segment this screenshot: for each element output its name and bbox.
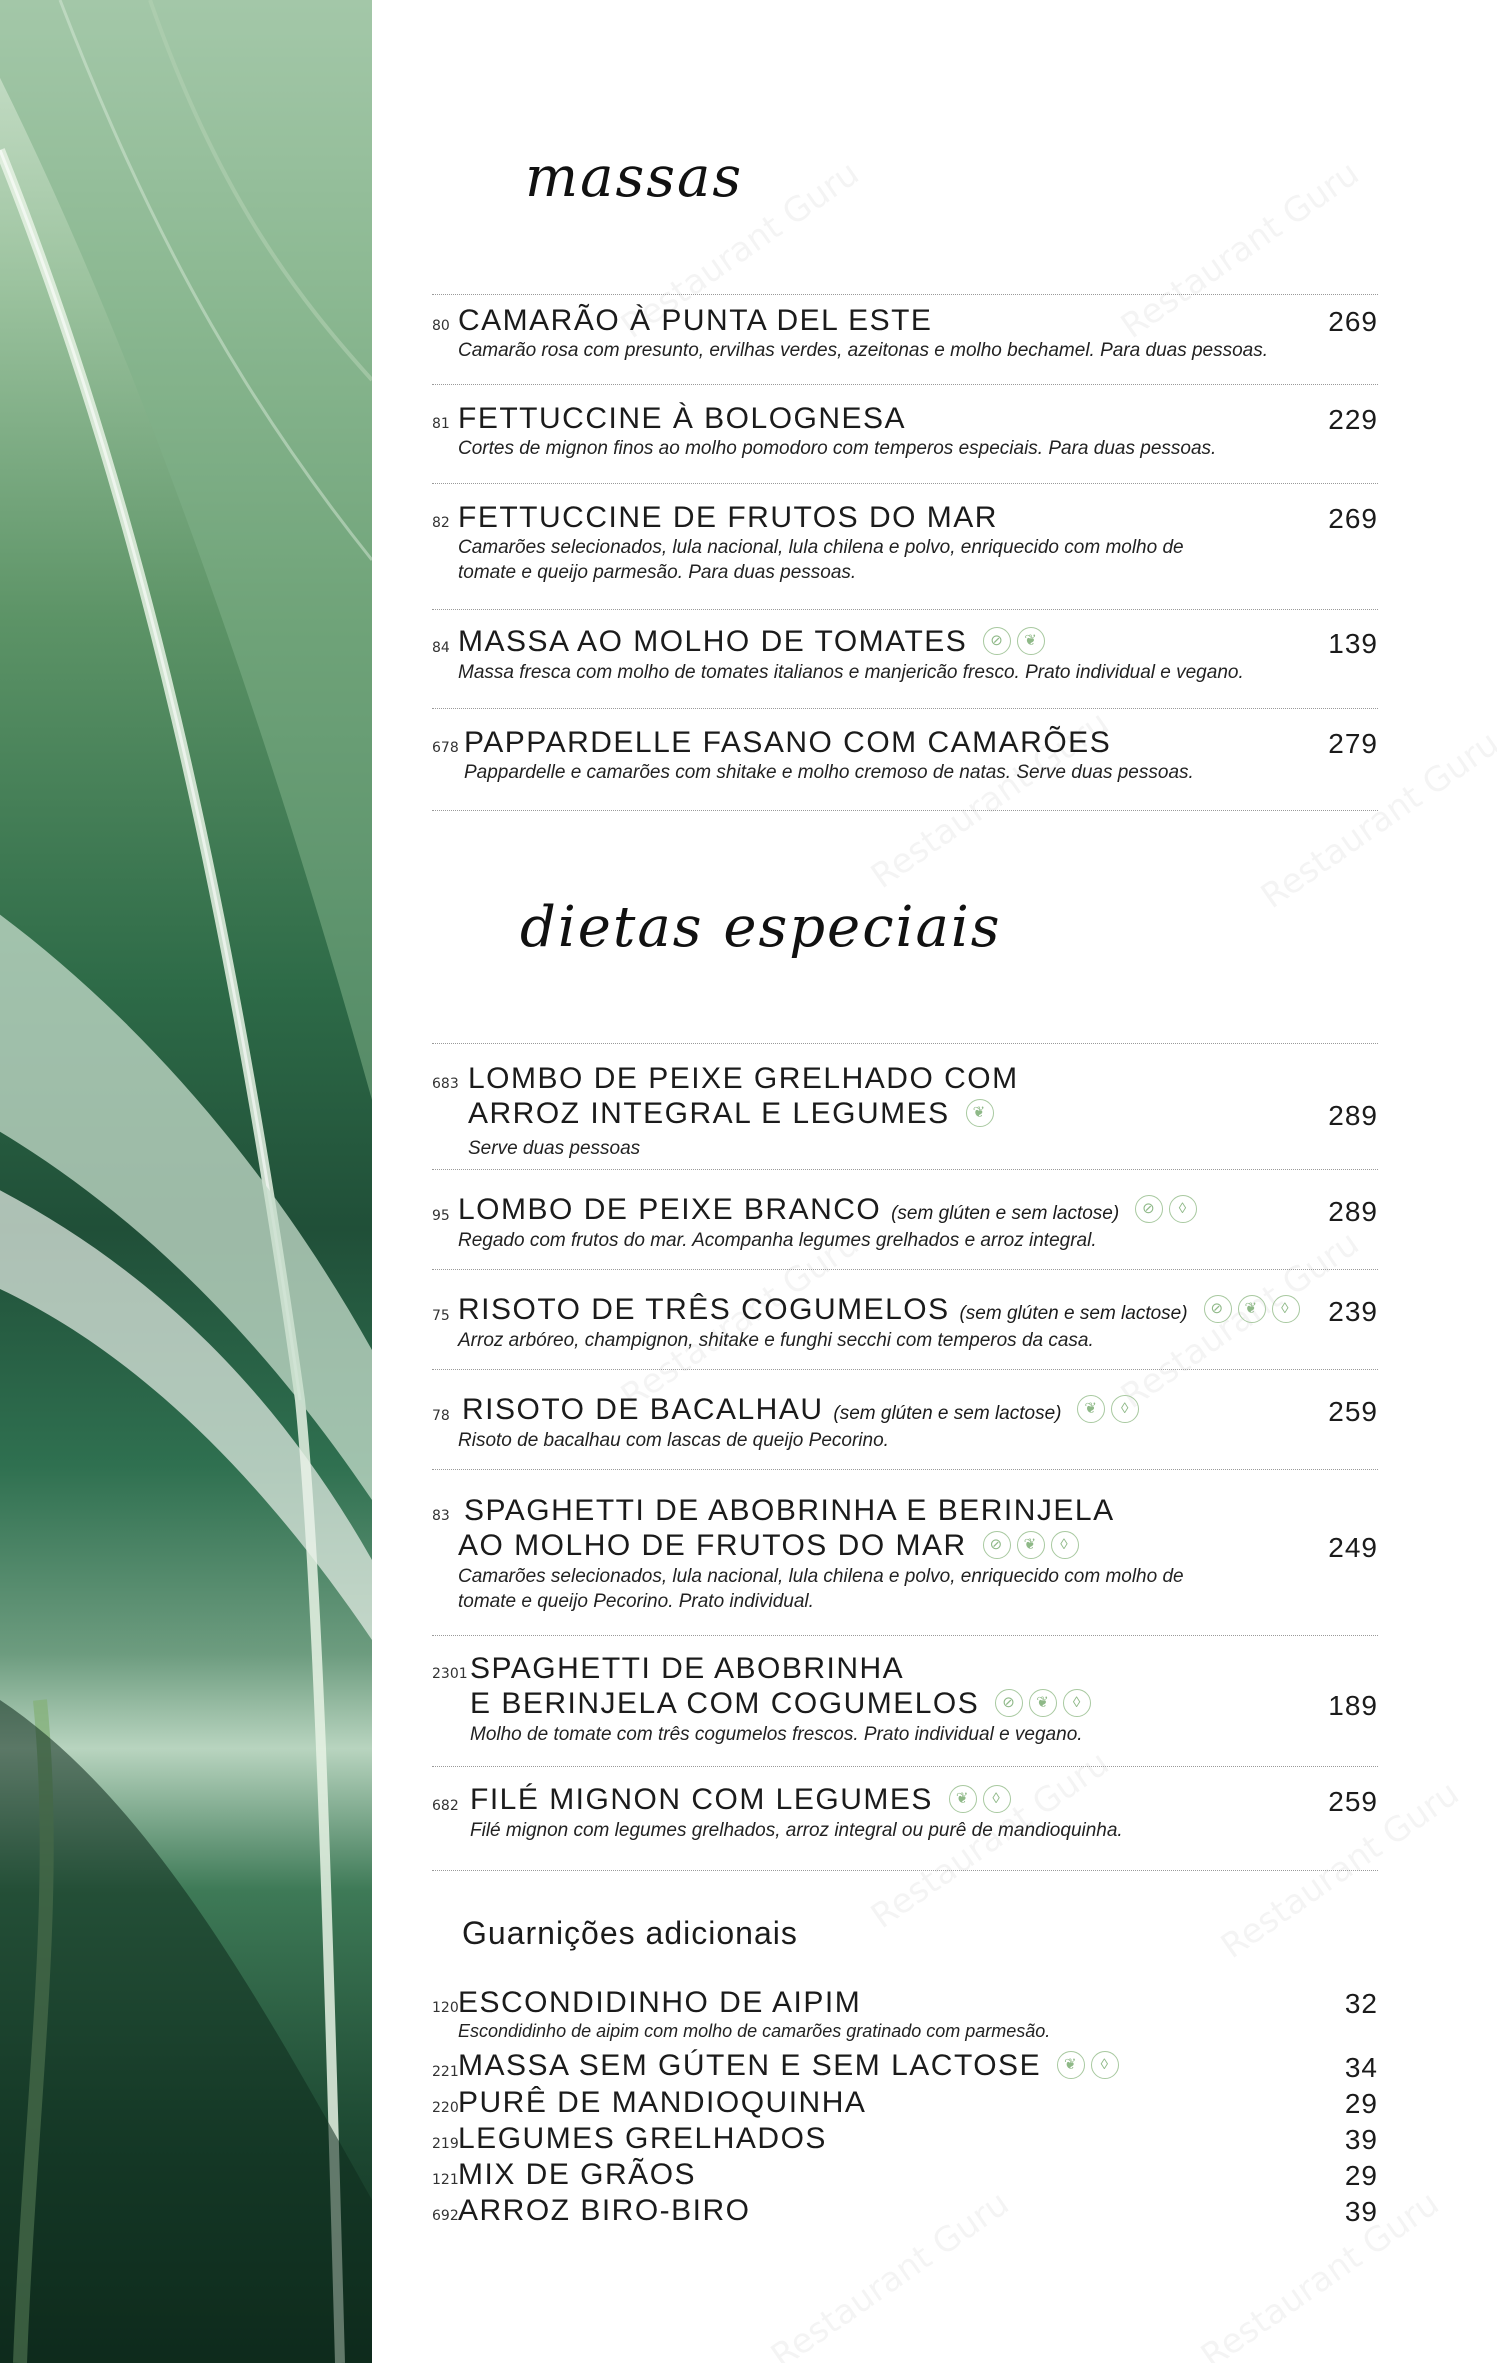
item-description: Filé mignon com legumes grelhados, arroz integral ou purê de mandioquinha.	[470, 1820, 1123, 1841]
vegan-leaf-icon: ❦	[1077, 1395, 1105, 1423]
item-name: PAPPARDELLE FASANO COM CAMARÕES	[464, 726, 1112, 759]
item-code: 75	[432, 1308, 450, 1324]
item-code: 121	[432, 2172, 459, 2188]
item-name: MIX DE GRÃOS	[458, 2158, 697, 2191]
divider	[432, 1369, 1378, 1370]
item-description: Regado com frutos do mar. Acompanha legumes grelhados e arroz integral.	[458, 1230, 1097, 1251]
menu-item	[432, 2086, 1378, 2120]
item-code: 120	[432, 2000, 459, 2016]
menu-item	[432, 400, 1378, 461]
vegan-leaf-icon: ❦	[1017, 627, 1045, 655]
item-code: 80	[432, 318, 450, 334]
item-price: 29	[1344, 2160, 1378, 2191]
divider	[432, 294, 1378, 295]
menu-item	[432, 499, 1378, 585]
menu-item	[432, 1782, 1378, 1843]
item-code: 220	[432, 2100, 459, 2116]
item-code: 682	[432, 1798, 459, 1814]
item-price: 289	[1328, 1196, 1378, 1227]
item-description: Risoto de bacalhau com lascas de queijo Pecorino.	[458, 1430, 889, 1451]
vegan-leaf-icon: ❦	[1238, 1295, 1266, 1323]
diet-note: (sem glúten e sem lactose)	[833, 1402, 1062, 1424]
wheat-free-icon: ⊘	[983, 1531, 1011, 1559]
lactose-free-icon: ◊	[1051, 1531, 1079, 1559]
item-price: 32	[1344, 1988, 1378, 2019]
wheat-free-icon: ⊘	[983, 627, 1011, 655]
item-price: 229	[1328, 404, 1378, 435]
item-description: Serve duas pessoas	[468, 1138, 641, 1159]
divider	[432, 384, 1378, 385]
item-name: RISOTO DE BACALHAU	[462, 1392, 824, 1426]
item-price: 279	[1328, 728, 1378, 759]
leaf-illustration	[0, 0, 372, 2363]
vegan-leaf-icon: ❦	[1017, 1531, 1045, 1559]
divider	[432, 810, 1378, 811]
item-name: ARROZ INTEGRAL E LEGUMES	[468, 1096, 950, 1130]
item-code: 692	[432, 2208, 459, 2224]
item-description: Massa fresca com molho de tomates italianos e manjericão fresco. Prato individual e vegano.	[458, 662, 1244, 683]
divider	[432, 609, 1378, 610]
menu-item	[432, 624, 1378, 685]
vegan-leaf-icon: ❦	[1029, 1689, 1057, 1717]
divider	[432, 708, 1378, 709]
item-price: 39	[1344, 2196, 1378, 2227]
diet-note: (sem glúten e sem lactose)	[959, 1302, 1188, 1324]
item-price: 249	[1328, 1532, 1378, 1563]
divider	[432, 1870, 1378, 1871]
item-name: SPAGHETTI DE ABOBRINHA E BERINJELA	[464, 1494, 1115, 1527]
item-description: Camarões selecionados, lula nacional, lula chilena e polvo, enriquecido com molho de tomate e queijo parmesão. Para duas pessoas.	[458, 537, 1184, 583]
item-price: 189	[1328, 1690, 1378, 1721]
lactose-free-icon: ◊	[1111, 1395, 1139, 1423]
leaf-photo-panel	[0, 0, 372, 2363]
item-name: LOMBO DE PEIXE BRANCO	[458, 1192, 882, 1226]
divider	[432, 1269, 1378, 1270]
wheat-free-icon: ⊘	[995, 1689, 1023, 1717]
item-price: 289	[1328, 1100, 1378, 1131]
item-description: Arroz arbóreo, champignon, shitake e funghi secchi com temperos da casa.	[458, 1330, 1094, 1351]
item-price: 139	[1328, 628, 1378, 659]
item-name: MASSA AO MOLHO DE TOMATES	[458, 624, 968, 658]
item-price: 269	[1328, 306, 1378, 337]
divider	[432, 1169, 1378, 1170]
lactose-free-icon: ◊	[1063, 1689, 1091, 1717]
item-code: 95	[432, 1208, 450, 1224]
item-price: 259	[1328, 1786, 1378, 1817]
wheat-free-icon: ⊘	[1135, 1195, 1163, 1223]
item-name: ESCONDIDINHO DE AIPIM	[458, 1986, 862, 2019]
menu-item	[432, 1392, 1378, 1453]
item-description: Escondidinho de aipim com molho de camarões gratinado com parmesão.	[458, 2021, 1051, 2041]
menu-item	[432, 1650, 1378, 1747]
item-code: 82	[432, 515, 450, 531]
item-code: 84	[432, 640, 450, 656]
divider	[432, 1635, 1378, 1636]
divider	[432, 1043, 1378, 1044]
item-name: E BERINJELA COM COGUMELOS	[470, 1686, 980, 1720]
item-code: 678	[432, 740, 459, 756]
item-name: RISOTO DE TRÊS COGUMELOS	[458, 1292, 950, 1326]
item-name: PURÊ DE MANDIOQUINHA	[458, 2086, 867, 2119]
item-name: FETTUCCINE DE FRUTOS DO MAR	[458, 501, 998, 534]
item-price: 29	[1344, 2088, 1378, 2119]
section-title-guarnicoes: Guarnições adicionais	[462, 1915, 798, 1951]
item-name: AO MOLHO DE FRUTOS DO MAR	[458, 1528, 967, 1562]
item-price: 269	[1328, 503, 1378, 534]
menu-item	[432, 2122, 1378, 2156]
item-description: Cortes de mignon finos ao molho pomodoro com temperos especiais. Para duas pessoas.	[458, 438, 1217, 459]
divider	[432, 1766, 1378, 1767]
item-name: FILÉ MIGNON COM LEGUMES	[470, 1782, 933, 1816]
item-price: 34	[1344, 2052, 1378, 2083]
item-code: 2301	[432, 1666, 468, 1682]
menu-item	[432, 2194, 1378, 2228]
item-code: 78	[432, 1408, 450, 1424]
divider	[432, 1469, 1378, 1470]
item-description: Molho de tomate com três cogumelos frescos. Prato individual e vegano.	[470, 1724, 1083, 1745]
vegan-leaf-icon: ❦	[1057, 2051, 1085, 2079]
item-code: 219	[432, 2136, 459, 2152]
item-code: 83	[432, 1508, 450, 1524]
vegan-leaf-icon: ❦	[966, 1099, 994, 1127]
item-description: Camarões selecionados, lula nacional, lula chilena e polvo, enriquecido com molho de tomate e queijo Pecorino. Prato individual.	[458, 1566, 1184, 1612]
item-description: Pappardelle e camarões com shitake e molho cremoso de natas. Serve duas pessoas.	[464, 762, 1194, 783]
section-title-dietas-especiais: dietas especiais	[520, 895, 1002, 960]
wheat-free-icon: ⊘	[1204, 1295, 1232, 1323]
menu-item	[432, 1492, 1378, 1614]
lactose-free-icon: ◊	[1272, 1295, 1300, 1323]
item-name: MASSA SEM GÚTEN E SEM LACTOSE	[458, 2048, 1042, 2082]
lactose-free-icon: ◊	[1091, 2051, 1119, 2079]
menu-item	[432, 1060, 1378, 1161]
item-price: 259	[1328, 1396, 1378, 1427]
menu-item	[432, 1192, 1378, 1253]
item-name: LEGUMES GRELHADOS	[458, 2122, 827, 2155]
item-description: Camarão rosa com presunto, ervilhas verdes, azeitonas e molho bechamel. Para duas pessoas.	[458, 340, 1269, 361]
item-name: SPAGHETTI DE ABOBRINHA	[470, 1652, 905, 1685]
item-name: LOMBO DE PEIXE GRELHADO COM	[468, 1062, 1019, 1095]
divider	[432, 483, 1378, 484]
item-price: 239	[1328, 1296, 1378, 1327]
item-price: 39	[1344, 2124, 1378, 2155]
item-name: ARROZ BIRO-BIRO	[458, 2194, 751, 2227]
section-title-massas: massas	[525, 145, 744, 210]
menu-item	[432, 1984, 1378, 2042]
lactose-free-icon: ◊	[1169, 1195, 1197, 1223]
diet-note: (sem glúten e sem lactose)	[891, 1202, 1120, 1224]
menu-item	[432, 2050, 1378, 2084]
item-name: FETTUCCINE À BOLOGNESA	[458, 402, 907, 435]
menu-item	[432, 2158, 1378, 2192]
menu-item	[432, 724, 1378, 785]
lactose-free-icon: ◊	[983, 1785, 1011, 1813]
vegan-leaf-icon: ❦	[949, 1785, 977, 1813]
item-code: 683	[432, 1076, 459, 1092]
item-name: CAMARÃO À PUNTA DEL ESTE	[458, 304, 933, 337]
item-code: 81	[432, 416, 450, 432]
item-code: 221	[432, 2064, 459, 2080]
menu-item	[432, 302, 1378, 363]
menu-item	[432, 1292, 1378, 1353]
